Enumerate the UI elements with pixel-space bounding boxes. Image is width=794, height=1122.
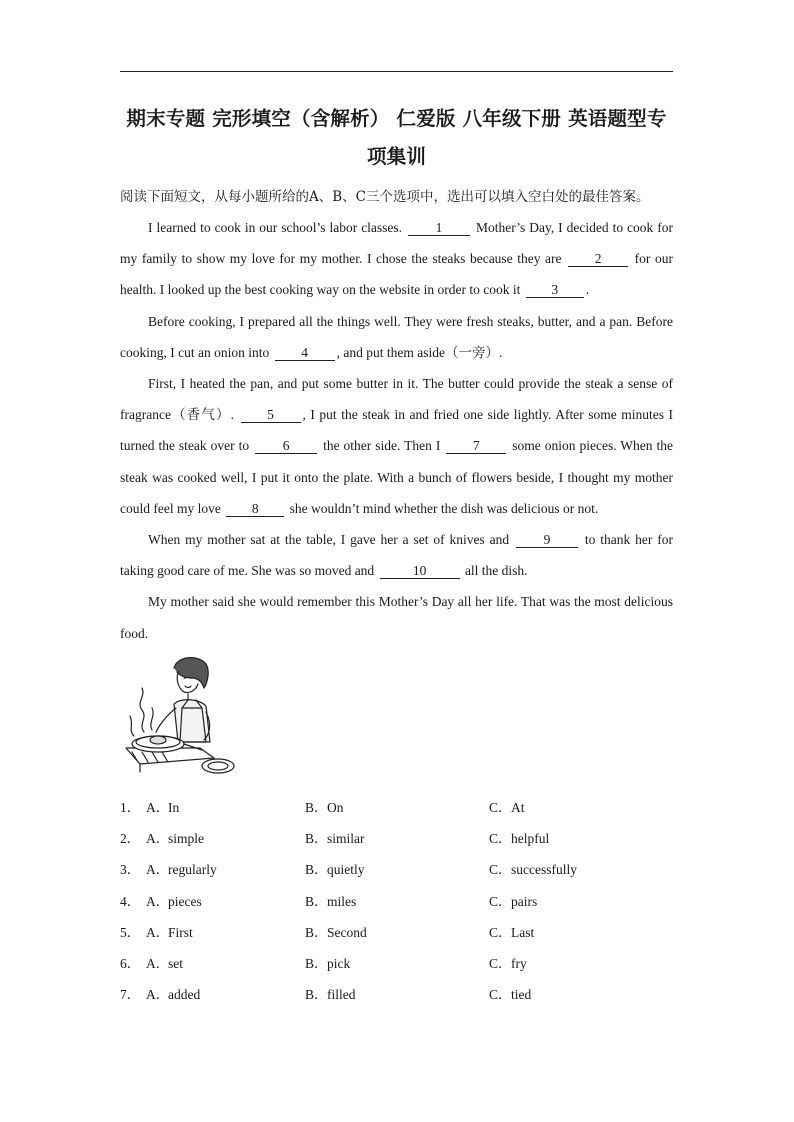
question-number: 2． <box>120 831 141 847</box>
option-b[interactable]: B．filled <box>305 987 356 1003</box>
question-row <box>120 827 673 858</box>
option-b[interactable]: B．quietly <box>305 862 365 878</box>
question-row <box>120 890 673 921</box>
question-number: 4． <box>120 893 141 909</box>
question-number: 7． <box>120 987 141 1003</box>
header-rule <box>120 71 673 72</box>
paragraph-3: First, I heated the pan, and put some butter in it. The butter could provide the steak a sense of fragrance（香气）. 5 , I put the steak in and fried one side lightly. After some minutes I turned the steak over to 6 the other side. Then I 7 some onion pieces. When the steak was cooked well, I put it onto the plate. With a bunch of flowers beside, I thought my mother could feel my love 8 she wouldn’t mind whether the dish was delicious or not. <box>120 376 674 516</box>
blank-5: 5 <box>241 407 301 423</box>
paragraph-5: My mother said she would remember this Mother’s Day all her life. That was the most delicious food. <box>120 594 673 641</box>
option-a[interactable]: A．set <box>146 955 183 971</box>
blank-7: 7 <box>446 438 506 454</box>
option-b[interactable]: B．miles <box>305 893 357 909</box>
option-c[interactable]: C．At <box>489 800 525 815</box>
blank-4: 4 <box>275 345 335 361</box>
option-b[interactable]: B．similar <box>305 831 365 847</box>
blank-2: 2 <box>568 251 628 267</box>
paragraph-1: I learned to cook in our school’s labor classes. 1 Mother’s Day, I decided to cook for my family to show my love for my mother. I chose the steaks because they are 2 for our health. I looked up the best cooking way on the website in order to cook it 3 . <box>120 220 673 298</box>
question-row <box>120 858 673 889</box>
option-a[interactable]: A．In <box>146 800 180 815</box>
blank-1: 1 <box>408 220 470 236</box>
option-a[interactable]: A．added <box>146 987 201 1003</box>
option-b[interactable]: B．Second <box>305 924 367 940</box>
page-title: 期末专题 完形填空（含解析） 仁爱版 八年级下册 英语题型专项集训 <box>126 107 667 168</box>
option-c[interactable]: C．pairs <box>489 893 538 909</box>
blank-3: 3 <box>526 282 584 298</box>
question-number: 5． <box>120 924 141 940</box>
blank-10: 10 <box>380 563 460 579</box>
option-c[interactable]: C．tied <box>489 987 532 1003</box>
blank-6: 6 <box>255 438 317 454</box>
option-c[interactable]: C．successfully <box>489 862 577 878</box>
question-number: 1． <box>120 800 141 815</box>
question-row <box>120 796 673 827</box>
question-row <box>120 921 673 952</box>
paragraph-4: When my mother sat at the table, I gave her a set of knives and 9 to thank her for taking good care of me. She was so moved and 10 all the dish. <box>120 532 673 579</box>
option-a[interactable]: A．First <box>146 924 193 940</box>
option-c[interactable]: C．Last <box>489 924 535 940</box>
instructions: 阅读下面短文，从每小题所给的A、B、C三个选项中，选出可以填入空白处的最佳答案。 <box>120 189 650 205</box>
option-b[interactable]: B．On <box>305 800 344 815</box>
option-a[interactable]: A．regularly <box>146 862 217 878</box>
cooking-illustration <box>122 652 238 780</box>
options-list <box>120 796 673 1014</box>
blank-8: 8 <box>226 501 284 517</box>
option-c[interactable]: C．fry <box>489 955 527 971</box>
paragraph-2: Before cooking, I prepared all the things well. They were fresh steaks, butter, and a pan. Before cooking, I cut an onion into 4 , and put them aside（一旁）. <box>120 313 673 360</box>
question-row <box>120 983 673 1014</box>
question-row <box>120 952 673 983</box>
option-a[interactable]: A．simple <box>146 831 204 847</box>
blank-9: 9 <box>516 532 578 548</box>
question-number: 3． <box>120 862 141 878</box>
question-number: 6． <box>120 955 141 971</box>
passage <box>120 212 673 649</box>
option-b[interactable]: B．pick <box>305 955 351 971</box>
option-c[interactable]: C．helpful <box>489 831 550 847</box>
option-a[interactable]: A．pieces <box>146 893 202 909</box>
